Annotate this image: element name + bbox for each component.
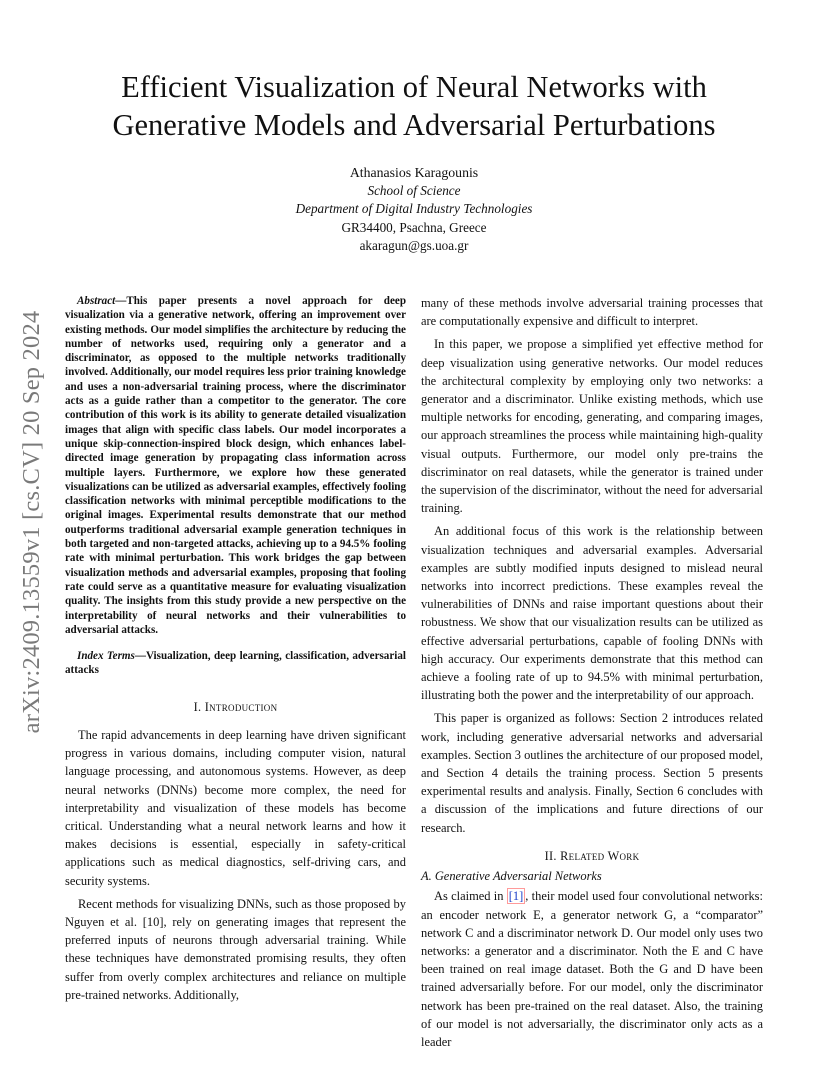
index-terms-text: —Visualization, deep learning, classification, adversarial attacks — [65, 650, 406, 677]
related-work-text-before-cite: As claimed in — [434, 889, 507, 904]
author-address: GR34400, Psachna, Greece — [341, 219, 487, 235]
abstract-label: Abstract — [77, 295, 116, 307]
title-line-2: Generative Models and Adversarial Perturbations — [112, 108, 716, 142]
intro-paragraph-4: An additional focus of this work is the relationship between visualization techniques and adversarial examples. Adversarial examples are subtly modified inputs designed to mislead neural networks into incorrect predictions. These examples reveal the vulnerabilities of DNNs and raise important questions about their robustness. We show that our visualization results can be utilized as effective adversarial perturbations, capable of fooling DNNs with high accuracy. Our experiments demonstrate that this method can achieve a fooling rate of up to 94.5% with minimal perturbation, illustrating both the power and the interpretability of our approach. — [421, 524, 763, 703]
section-title: Related Work — [560, 848, 640, 863]
author-email: akaragun@gs.uoa.gr — [359, 237, 469, 253]
author-affiliation-department: Department of Digital Industry Technologies — [295, 201, 533, 217]
right-column — [421, 294, 763, 1056]
section-number: II. — [544, 848, 561, 863]
arxiv-stamp-text: arXiv:2409.13559v1 [cs.CV] 20 Sep 2024 — [18, 310, 45, 734]
left-column — [65, 294, 406, 1009]
section-heading-related-work — [421, 847, 763, 865]
related-work-paragraph-1 — [421, 887, 763, 1051]
index-terms — [65, 649, 406, 678]
intro-paragraph-1: The rapid advancements in deep learning have driven significant progress in various domains, including computer vision, natural language processing, and autonomous systems. However, as deep neural networks (DNNs) become more complex, the need for interpretability and visualization of these models has become critical. Understanding what a neural network learns and how it makes decisions is essential, especially in safety-critical applications such as medical diagnostics, self-driving cars, and security systems. — [65, 727, 406, 888]
section-heading-introduction — [65, 698, 406, 716]
index-terms-label: Index Terms — [77, 650, 135, 663]
author-name: Athanasios Karagounis — [349, 165, 479, 180]
intro-paragraph-2: Recent methods for visualizing DNNs, such as those proposed by Nguyen et al. [10], rely on generating images that represent the preferred inputs of neurons through adversarial training. While these techniques have demonstrated promising results, they often suffer from overly complex architectures and reliance on multiple pre-trained networks. Additionally, — [65, 896, 406, 1002]
subsection-heading-gan: A. Generative Adversarial Networks — [421, 869, 602, 884]
citation-link[interactable]: [1] — [508, 889, 524, 904]
intro-paragraph-5: This paper is organized as follows: Section 2 introduces related work, including generative adversarial networks and adversarial examples. Section 3 outlines the architecture of our proposed model, and Section 4 details the training process. Section 5 presents experimental results and analysis. Finally, Section 6 concludes with a discussion of the implications and future directions of our research. — [421, 711, 763, 835]
arxiv-stamp — [12, 282, 52, 762]
author-block — [214, 164, 614, 255]
title-line-1: Efficient Visualization of Neural Networks with — [121, 70, 707, 104]
intro-paragraph-3: In this paper, we propose a simplified yet effective method for deep visualization using generative networks. Our model reduces the architectural complexity by employing only two networks: a generator and a discriminator. Unlike existing methods, which use multiple networks for encoding, generating, and comparing images, our approach streamlines the process while maintaining high-quality visual outputs. Furthermore, our model only pre-trains the discriminator on real datasets, while the generator is trained under the supervision of the discriminator, without the need for adversarial training. — [421, 337, 763, 516]
section-title: Introduction — [204, 699, 278, 714]
paper-title — [60, 68, 768, 144]
abstract — [65, 294, 406, 637]
author-affiliation-school: School of Science — [367, 183, 461, 199]
related-work-text-after-cite: , their model used four convolutional networks: an encoder network E, a generator network G, a “comparator” network C and a discriminator network D. Our model only uses two networks: a generator and a discriminator. Noth the E and C have been trained on real image dataset. Both the G and D have been trained adversarially before. For our model, only the discriminator network has been pre-trained on the real dataset. Also, the training of our model is not adversarially, the discriminator only acts as a leader — [421, 889, 763, 1049]
intro-continuation: many of these methods involve adversarial training processes that are computationally expensive and difficult to interpret. — [421, 296, 763, 329]
abstract-text: —This paper presents a novel approach for deep visualization via a generative network, offering an improvement over existing methods. Our model simplifies the architecture by reducing the number of networks used, requiring only a generator and a discriminator, as opposed to the multiple networks traditionally involved. Additionally, our model requires less prior training knowledge and uses a non-adversarial training process, where the discriminator acts as a guide rather than a competitor to the generator. The core contribution of this work is its ability to generate detailed visualization images that align with specific class labels. Our model incorporates a unique skip-connection-inspired block design, which enhances label-directed image generation by propagating class information across multiple layers. Furthermore, we explore how these generated visualizations can be utilized as adversarial examples, effectively fooling classification networks with minimal perceptible modifications to the original images. Experimental results demonstrate that our method outperforms traditional adversarial example generation techniques in both targeted and non-targeted attacks, achieving up to a 94.5% fooling rate with minimal perturbation. This work bridges the gap between visualization methods and adversarial examples, proposing that fooling rate could serve as a quantitative measure for evaluating visualization quality. The insights from this study provide a new perspective on the interpretability of neural networks and their vulnerabilities to adversarial attacks. — [65, 295, 406, 636]
section-number: I. — [193, 699, 205, 714]
